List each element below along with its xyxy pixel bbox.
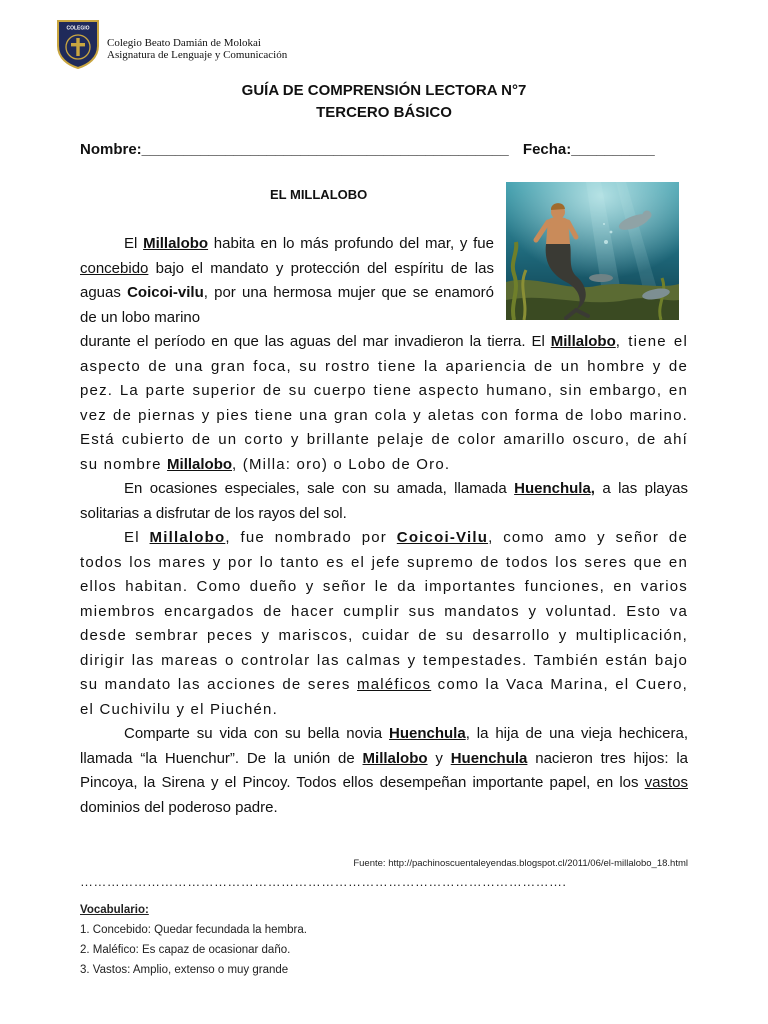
text-run: , como amo y señor de todos los mares y por lo tanto es el jefe supremo de todos los seres que en ellos habitan. Como dueño y señor le da importantes funciones, en varios miembros encargados de hacer cumplir sus mandatos y voluntad. Esto va desde sembrar peces y mariscos, cuidar de su desarrollo y multiplicación, dirigir las mareas o controlar las calmas y tempestades. También están bajo su mandato las acciones de seres: [80, 529, 688, 693]
keyword-millalobo: Millalobo: [167, 455, 233, 473]
school-name: Colegio Beato Damián de Molokai: [107, 37, 261, 49]
text-run: En ocasiones especiales, sale con su amada, llamada: [124, 480, 515, 497]
paragraph-1: [80, 232, 494, 330]
text-run: , la hija de una vieja hechicera, llamada “la Huenchur”. De la unión de: [80, 725, 688, 767]
keyword-coicoi-vilu: Coicoi-vilu: [127, 284, 204, 301]
vocabulary-item: 2. Maléfico: Es capaz de ocasionar daño.: [80, 944, 291, 956]
keyword-huenchula: Huenchula,: [514, 480, 595, 497]
keyword-millalobo: Millalobo: [550, 333, 616, 350]
keyword-millalobo: Millalobo: [362, 749, 428, 767]
vocabulary-item: 1. Concebido: Quedar fecundada la hembra.: [80, 924, 307, 936]
guide-title: GUÍA DE COMPRENSIÓN LECTORA N°7: [241, 82, 527, 99]
paragraph-1-continued: [80, 330, 688, 477]
date-line: __________: [571, 141, 655, 158]
text-run: , (Milla: oro) o Lobo de Oro.: [232, 455, 451, 473]
school-crest-logo: [55, 18, 101, 70]
source-citation: Fuente: http://pachinoscuentaleyendas.blogspot.cl/2011/06/el-millalobo_18.html: [353, 858, 688, 869]
student-fields: [80, 141, 688, 158]
text-run: bajo el mandato y protección del espíritu de las aguas: [80, 259, 494, 301]
text-run: durante el período en que las aguas del mar invadieron la tierra. El: [80, 333, 551, 350]
paragraph-2: [80, 477, 688, 526]
grade-title: TERCERO BÁSICO: [316, 104, 452, 121]
text-run: , tiene el aspecto de una gran foca, su rostro tiene la apariencia de un hombre y de pez. La parte superior de su cuerpo tiene aspecto humano, sin embargo, en vez de piernas y pies tiene una gran cola y aletas con forma de lobo marino. Está cubierto de un corto y brillante pelaje de color amarillo oscuro, de ahí su nombre: [80, 333, 688, 473]
text-run: , por una hermosa mujer que se enamoró de un lobo marino: [80, 284, 494, 326]
name-label: Nombre:: [80, 141, 142, 158]
text-run: Comparte su vida con su bella novia: [124, 725, 390, 742]
vocab-word-maleficos: maléficos: [357, 676, 432, 693]
paragraph-4: [80, 722, 688, 820]
text-run: El: [124, 529, 150, 546]
story-title: EL MILLALOBO: [270, 187, 368, 202]
subject-name: Asignatura de Lenguaje y Comunicación: [107, 49, 288, 61]
vocabulary-item: 3. Vastos: Amplio, extenso o muy grande: [80, 964, 289, 976]
millalobo-illustration: [506, 182, 679, 320]
keyword-huenchula: Huenchula: [389, 725, 466, 742]
story-body: [80, 330, 688, 820]
text-run: como la Vaca Marina, el Cuero, el Cuchivilu y el Piuchén.: [80, 676, 688, 718]
text-run: El: [124, 235, 144, 252]
date-label: Fecha:: [522, 141, 572, 158]
text-run: a las playas solitarias a disfrutar de los rayos del sol.: [80, 480, 688, 522]
keyword-huenchula: Huenchula: [450, 749, 528, 767]
keyword-coicoi-vilu: Coicoi-Vilu: [396, 529, 489, 546]
text-run: , fue nombrado por: [225, 529, 397, 546]
text-run: nacieron tres hijos: la Pincoya, la Sirena y el Pincoy. Todos ellos desempeñan importante papel, en los: [80, 749, 689, 791]
text-run: habita en lo más profundo del mar, y fue: [208, 235, 494, 252]
vocabulary-section: [80, 900, 307, 980]
name-line: ____________________________________________: [141, 141, 509, 158]
vocabulary-title: Vocabulario:: [80, 904, 149, 916]
paragraph-3: [80, 526, 688, 722]
vocab-word-concebido: concebido: [80, 259, 149, 277]
vocab-word-vastos: vastos: [644, 774, 688, 791]
logo-text: COLEGIO: [66, 25, 90, 32]
keyword-millalobo: Millalobo: [149, 529, 226, 546]
school-heading: [107, 37, 287, 61]
text-run: dominios del poderoso padre.: [80, 798, 278, 816]
text-run: y: [427, 749, 451, 767]
dotted-separator: ……………………………………………………………………………………………….: [80, 874, 567, 889]
keyword-millalobo: Millalobo: [143, 235, 209, 252]
